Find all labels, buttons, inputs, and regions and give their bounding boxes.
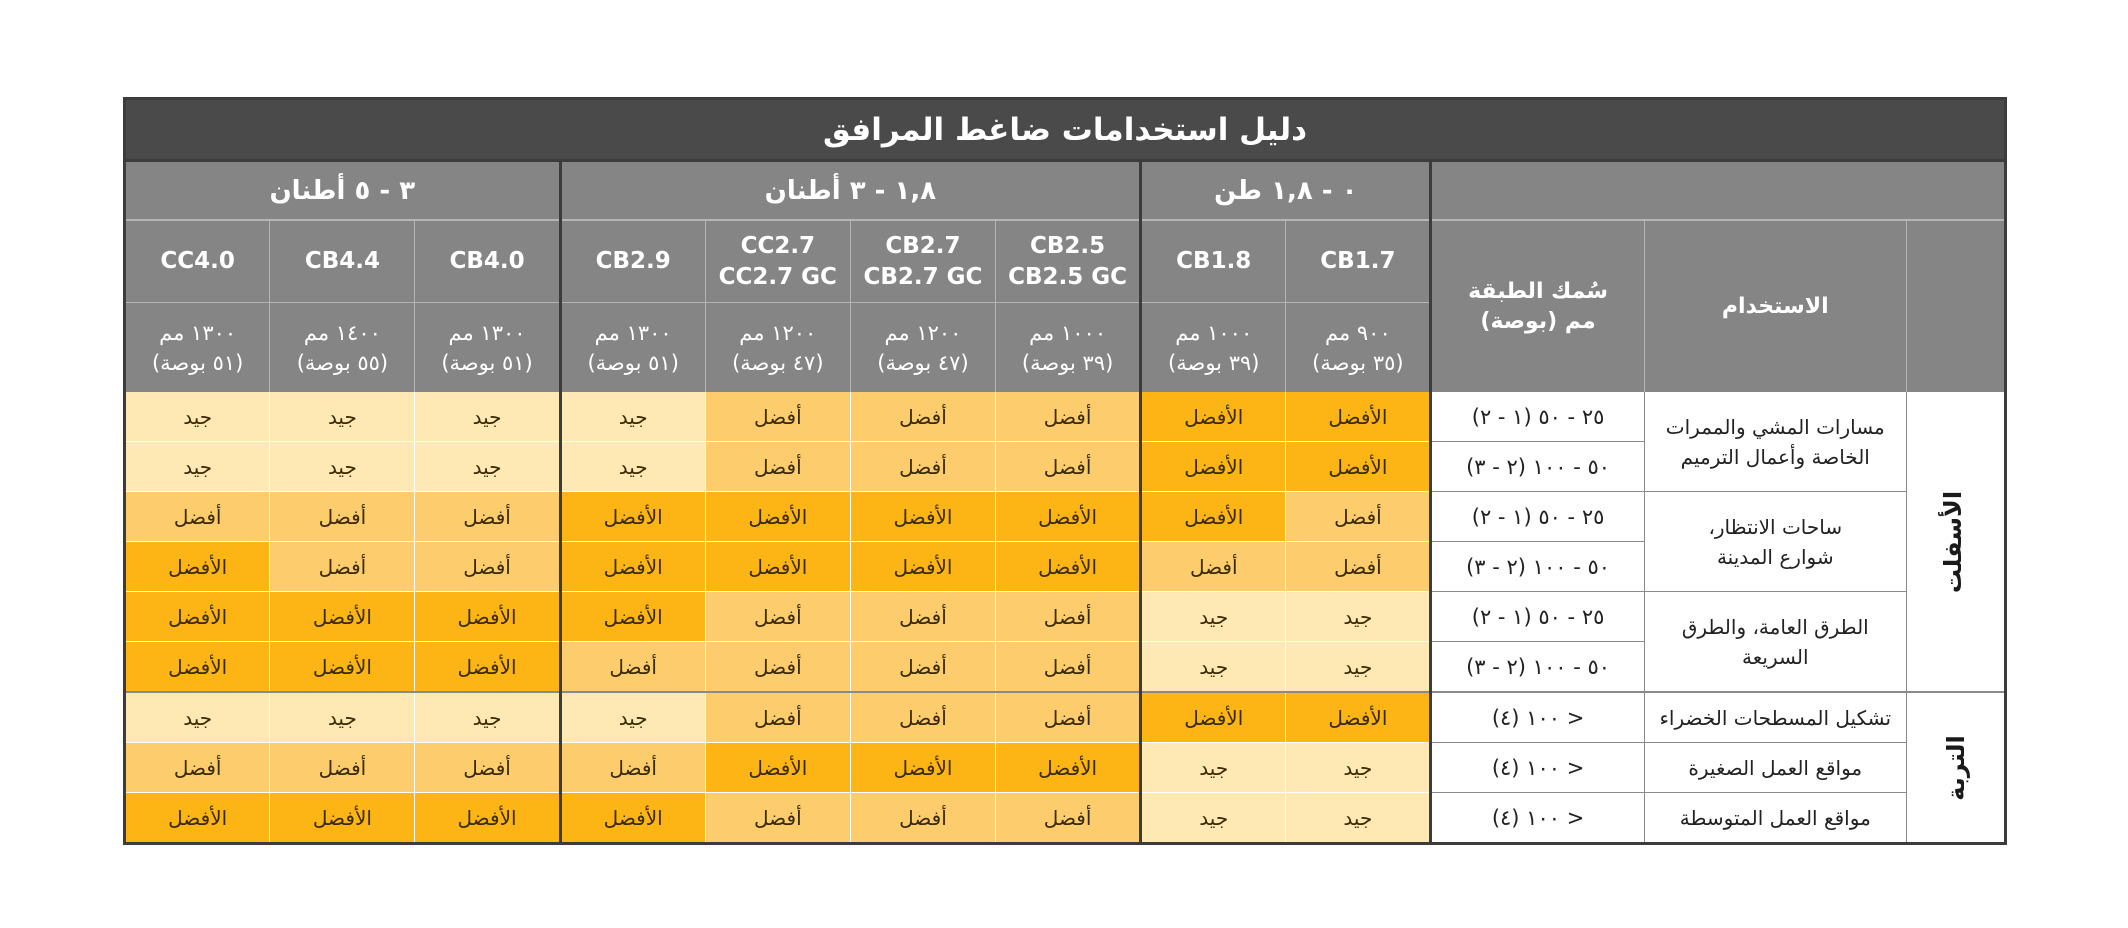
rating-cell: أفضل — [125, 492, 270, 542]
rating-cell: الأفضل — [125, 542, 270, 592]
rating-cell: جيد — [1141, 793, 1286, 844]
model-name: CB2.5 CB2.5 GC — [996, 220, 1141, 303]
rating-cell: جيد — [270, 392, 415, 442]
drum-width: ١٢٠٠ مم (٤٧ بوصة) — [705, 303, 850, 393]
rating-cell: جيد — [1141, 592, 1286, 642]
rating-cell: أفضل — [705, 692, 850, 743]
drum-width: ١٤٠٠ مم (٥٥ بوصة) — [270, 303, 415, 393]
rating-cell: أفضل — [270, 492, 415, 542]
rating-cell: الأفضل — [705, 743, 850, 793]
usage-label: مواقع العمل الصغيرة — [1644, 743, 1906, 793]
model-name: CB4.0 — [415, 220, 560, 303]
rating-cell: الأفضل — [850, 743, 995, 793]
rating-cell: الأفضل — [1286, 392, 1431, 442]
rating-cell: الأفضل — [270, 592, 415, 642]
rating-cell: أفضل — [996, 793, 1141, 844]
model-name: CB2.9 — [560, 220, 705, 303]
model-name: CC2.7 CC2.7 GC — [705, 220, 850, 303]
layer-thickness: < ١٠٠ (٤) — [1431, 743, 1644, 793]
rating-cell: جيد — [415, 692, 560, 743]
usage-header: الاستخدام — [1644, 220, 1906, 392]
rating-cell: أفضل — [270, 743, 415, 793]
rating-cell: جيد — [415, 392, 560, 442]
rating-cell: جيد — [125, 442, 270, 492]
drum-width: ١٠٠٠ مم (٣٩ بوصة) — [996, 303, 1141, 393]
table-row — [125, 793, 2006, 844]
rating-cell: أفضل — [415, 542, 560, 592]
rating-cell: أفضل — [705, 793, 850, 844]
rating-cell: جيد — [1286, 793, 1431, 844]
drum-width: ١٣٠٠ مم (٥١ بوصة) — [560, 303, 705, 393]
rating-cell: أفضل — [1141, 542, 1286, 592]
rating-cell: جيد — [1141, 642, 1286, 693]
rating-cell: الأفضل — [125, 793, 270, 844]
rating-cell: جيد — [270, 692, 415, 743]
drum-width: ١٣٠٠ مم (٥١ بوصة) — [125, 303, 270, 393]
layer-thickness: ٥٠ - ١٠٠ (٢ - ٣) — [1431, 642, 1644, 693]
usage-label: ساحات الانتظار، شوارع المدينة — [1644, 492, 1906, 592]
drum-width: ١٣٠٠ مم (٥١ بوصة) — [415, 303, 560, 393]
table-row — [125, 392, 2006, 442]
table-title: دليل استخدامات ضاغط المرافق — [125, 99, 2006, 161]
drum-width: ١٢٠٠ مم (٤٧ بوصة) — [850, 303, 995, 393]
table-row — [125, 492, 2006, 542]
rating-cell: الأفضل — [125, 592, 270, 642]
rating-cell: أفضل — [850, 642, 995, 693]
rating-cell: جيد — [560, 692, 705, 743]
rating-cell: أفضل — [705, 642, 850, 693]
rating-cell: الأفضل — [1286, 692, 1431, 743]
table-row — [125, 692, 2006, 743]
model-name: CB2.7 CB2.7 GC — [850, 220, 995, 303]
rating-cell: الأفضل — [560, 492, 705, 542]
compactor-usage-table — [123, 97, 2007, 845]
rating-cell: جيد — [415, 442, 560, 492]
rating-cell: أفضل — [996, 692, 1141, 743]
rating-cell: الأفضل — [415, 592, 560, 642]
rating-cell: الأفضل — [996, 492, 1141, 542]
rating-cell: أفضل — [1286, 492, 1431, 542]
rating-cell: أفضل — [850, 442, 995, 492]
rating-cell: أفضل — [996, 442, 1141, 492]
rating-cell: جيد — [1286, 743, 1431, 793]
rating-cell: أفضل — [996, 642, 1141, 693]
rating-cell: الأفضل — [850, 492, 995, 542]
category-text: التربة — [1941, 734, 1970, 801]
rating-cell: الأفضل — [705, 542, 850, 592]
usage-label: مسارات المشي والممرات الخاصة وأعمال الترميم — [1644, 392, 1906, 492]
category-label — [1906, 692, 2005, 844]
category-text: الأسفلت — [1938, 490, 1967, 593]
rating-cell: الأفضل — [415, 793, 560, 844]
rating-cell: جيد — [560, 392, 705, 442]
table-row — [125, 743, 2006, 793]
group-header-heavy: ٣ - ٥ أطنان — [125, 161, 561, 221]
rating-cell: أفضل — [850, 692, 995, 743]
rating-cell: الأفضل — [1141, 492, 1286, 542]
model-name: CB1.7 — [1286, 220, 1431, 303]
rating-cell: الأفضل — [705, 492, 850, 542]
group-header-light: ٠ - ١,٨ طن — [1141, 161, 1431, 221]
rating-cell: الأفضل — [996, 743, 1141, 793]
rating-cell: أفضل — [850, 793, 995, 844]
group-header-medium: ١,٨ - ٣ أطنان — [560, 161, 1141, 221]
rating-cell: جيد — [125, 392, 270, 442]
usage-label: الطرق العامة، والطرق السريعة — [1644, 592, 1906, 693]
layer-thickness: ٥٠ - ١٠٠ (٢ - ٣) — [1431, 542, 1644, 592]
layer-thickness: ٢٥ - ٥٠ (١ - ٢) — [1431, 492, 1644, 542]
drum-width: ١٠٠٠ مم (٣٩ بوصة) — [1141, 303, 1286, 393]
drum-width: ٩٠٠ مم (٣٥ بوصة) — [1286, 303, 1431, 393]
rating-cell: الأفضل — [270, 642, 415, 693]
rating-cell: الأفضل — [996, 542, 1141, 592]
rating-cell: جيد — [125, 692, 270, 743]
rating-cell: جيد — [1286, 592, 1431, 642]
group-header-blank — [1431, 161, 2006, 221]
rating-cell: أفضل — [415, 743, 560, 793]
rating-cell: أفضل — [996, 392, 1141, 442]
rating-cell: أفضل — [705, 392, 850, 442]
layer-thickness: ٥٠ - ١٠٠ (٢ - ٣) — [1431, 442, 1644, 492]
rating-cell: الأفضل — [560, 542, 705, 592]
model-name: CB4.4 — [270, 220, 415, 303]
rating-cell: أفضل — [270, 542, 415, 592]
layer-thickness: ٢٥ - ٥٠ (١ - ٢) — [1431, 592, 1644, 642]
layer-thickness: < ١٠٠ (٤) — [1431, 793, 1644, 844]
rating-cell: أفضل — [560, 642, 705, 693]
rating-cell: الأفضل — [415, 642, 560, 693]
rating-cell: جيد — [560, 442, 705, 492]
rating-cell: أفضل — [850, 592, 995, 642]
layer-thickness: < ١٠٠ (٤) — [1431, 692, 1644, 743]
thickness-header: سُمك الطبقة مم (بوصة) — [1431, 220, 1644, 392]
table-row — [125, 592, 2006, 642]
rating-cell: جيد — [1286, 642, 1431, 693]
rating-cell: أفضل — [125, 743, 270, 793]
rating-cell: جيد — [1141, 743, 1286, 793]
rating-cell: الأفضل — [560, 793, 705, 844]
rating-cell: جيد — [270, 442, 415, 492]
rating-cell: أفضل — [560, 743, 705, 793]
rating-cell: أفضل — [705, 592, 850, 642]
rating-cell: أفضل — [996, 592, 1141, 642]
rating-cell: الأفضل — [270, 793, 415, 844]
category-header — [1906, 220, 2005, 392]
rating-cell: الأفضل — [1141, 442, 1286, 492]
rating-cell: الأفضل — [1286, 442, 1431, 492]
category-label — [1906, 392, 2005, 692]
rating-cell: الأفضل — [1141, 392, 1286, 442]
model-name: CB1.8 — [1141, 220, 1286, 303]
rating-cell: الأفضل — [1141, 692, 1286, 743]
rating-cell: الأفضل — [560, 592, 705, 642]
layer-thickness: ٢٥ - ٥٠ (١ - ٢) — [1431, 392, 1644, 442]
model-name: CC4.0 — [125, 220, 270, 303]
usage-label: مواقع العمل المتوسطة — [1644, 793, 1906, 844]
rating-cell: أفضل — [1286, 542, 1431, 592]
rating-cell: أفضل — [705, 442, 850, 492]
rating-cell: الأفضل — [125, 642, 270, 693]
rating-cell: أفضل — [415, 492, 560, 542]
rating-cell: الأفضل — [850, 542, 995, 592]
usage-label: تشكيل المسطحات الخضراء — [1644, 692, 1906, 743]
rating-cell: أفضل — [850, 392, 995, 442]
